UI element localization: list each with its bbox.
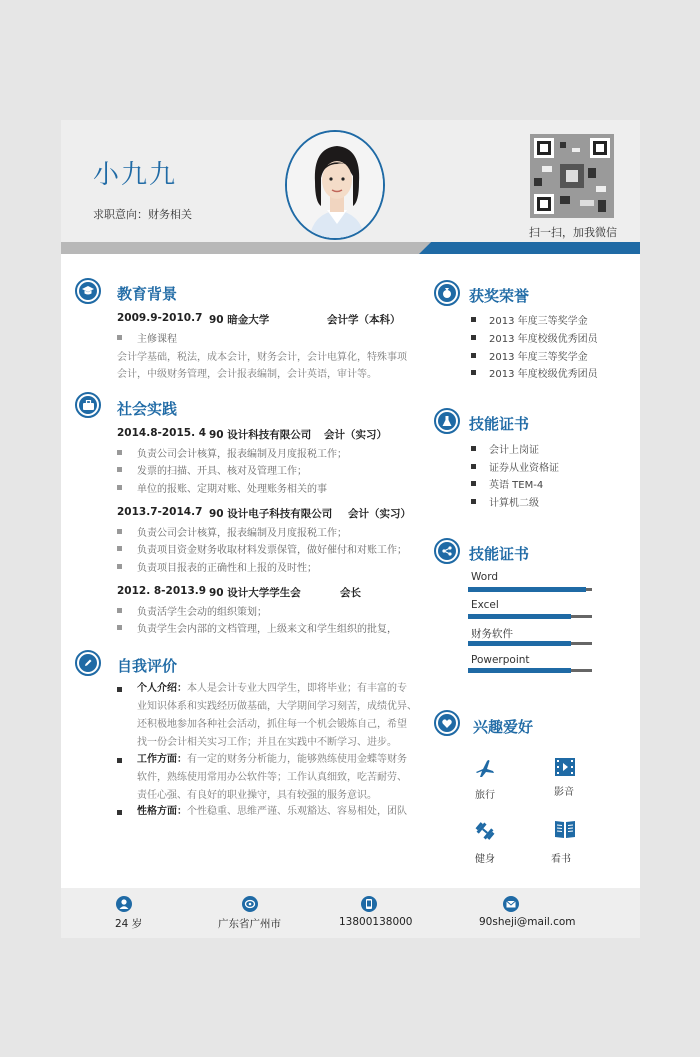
courses-line: 会计，中级财务管理，会计报表编制，会计英语，审计等。	[117, 369, 377, 380]
resume-page	[61, 120, 640, 938]
skill-bar	[468, 642, 592, 645]
skill-fill	[468, 587, 586, 592]
self-eval-line: 本人是会计专业大四学生，即将毕业；有丰富的专	[187, 683, 407, 694]
skill-fill	[468, 614, 571, 619]
self-eval-line: 软件，熟练使用常用办公软件等；工作认真细致，吃苦耐劳、	[137, 772, 407, 783]
self-eval-item	[117, 751, 417, 805]
list-item: 会计上岗证	[469, 441, 539, 456]
self-eval-item	[117, 803, 417, 821]
self-eval-line: 还积极地参加各种社会活动，抓住每一个机会锻炼自己，希望	[137, 719, 407, 730]
job-company: 90 设计大学学生会	[209, 587, 301, 599]
list-item: 2013 年度三等奖学金	[469, 348, 588, 363]
age: 24 岁	[115, 918, 143, 930]
list-item: 证券从业资格证	[469, 459, 559, 474]
self-eval-item	[117, 680, 417, 752]
list-item: 2013 年度校级优秀团员	[469, 365, 598, 380]
email-icon	[503, 896, 519, 912]
wechat-qr-code	[530, 134, 614, 218]
list-item: 负责项目资金财务收取材料发票保管，做好催付和对账工作；	[115, 541, 407, 556]
phone: 13800138000	[339, 916, 413, 928]
contact-footer	[61, 888, 640, 938]
qr-caption: 扫一扫，加我微信	[529, 226, 617, 239]
certs-title: 技能证书	[469, 415, 530, 433]
list-item: 英语 TEM-4	[469, 476, 543, 491]
hobby-label: 影音	[554, 787, 574, 798]
skill-label: 财务软件	[471, 628, 513, 640]
self-eval-line: 业知识体系和实践经历做基础，大学期间学习刻苦，成绩优异、	[137, 701, 417, 712]
list-item: 发票的扫描、开具、核对及管理工作；	[115, 462, 307, 477]
hobby-label: 健身	[475, 854, 495, 865]
job-role: 会计（实习）	[348, 508, 411, 520]
self-eval-label: 性格方面：	[137, 806, 187, 817]
list-item: 负责公司会计核算，报表编制及月度报税工作；	[115, 445, 347, 460]
education-title: 教育背景	[117, 285, 178, 303]
education-school: 90 暗金大学	[209, 314, 270, 326]
header-band-gray	[61, 242, 433, 254]
job-role: 会计（实习）	[324, 429, 387, 441]
skill-bar	[468, 669, 592, 672]
job-company: 90 设计科技有限公司	[209, 429, 312, 441]
location: 广东省广州市	[218, 918, 281, 930]
header-band-blue	[419, 242, 640, 254]
hobbies-title: 兴趣爱好	[473, 718, 534, 736]
courses-label: 主修课程	[115, 330, 177, 345]
list-item: 计算机二级	[469, 494, 539, 509]
self-eval-line: 个性稳重、思维严谨、乐观豁达、容易相处，团队	[187, 806, 407, 817]
list-item: 负责公司会计核算，报表编制及月度报税工作；	[115, 524, 347, 539]
job-intent: 求职意向：财务相关	[93, 208, 192, 221]
airplane-icon	[474, 758, 496, 780]
skill-fill	[468, 668, 571, 673]
edit-icon	[75, 650, 101, 676]
film-icon	[554, 757, 576, 779]
job-period: 2013.7-2014.7	[117, 506, 203, 518]
user-icon	[116, 896, 132, 912]
skill-label: Word	[471, 571, 498, 583]
list-item: 负责项目报表的正确性和上报的及时性；	[115, 559, 317, 574]
skills-title: 技能证书	[469, 545, 530, 563]
education-major: 会计学（本科）	[327, 314, 401, 326]
medal-icon	[434, 280, 460, 306]
list-item: 负责学生会内部的文档管理，上级来文和学生组织的批复，	[115, 620, 397, 635]
job-role: 会长	[340, 587, 361, 599]
phone-icon	[361, 896, 377, 912]
job-period: 2014.8-2015. 4	[117, 427, 207, 439]
share-icon	[434, 538, 460, 564]
hobby-label: 看书	[551, 854, 571, 865]
skill-label: Powerpoint	[471, 654, 530, 666]
email: 90sheji@mail.com	[479, 916, 576, 928]
skill-bar	[468, 588, 592, 591]
self-eval-title: 自我评价	[117, 657, 178, 675]
job-period: 2012. 8-2013.9	[117, 585, 207, 597]
job-company: 90 设计电子科技有限公司	[209, 508, 333, 520]
resume-header	[61, 120, 640, 242]
location-icon	[242, 896, 258, 912]
list-item: 2013 年度校级优秀团员	[469, 330, 598, 345]
candidate-name: 小九九	[93, 160, 178, 190]
courses-line: 会计学基础，税法，成本会计，财务会计，会计电算化，特殊事项	[117, 352, 407, 363]
list-item: 2013 年度三等奖学金	[469, 312, 588, 327]
awards-title: 获奖荣誉	[469, 287, 530, 305]
self-eval-label: 个人介绍：	[137, 683, 187, 694]
dumbbell-icon	[474, 820, 496, 842]
heart-icon	[434, 710, 460, 736]
list-item: 单位的报账、定期对账、处理账务相关的事	[115, 480, 327, 495]
education-period: 2009.9-2010.7	[117, 312, 203, 324]
self-eval-line: 有一定的财务分析能力，能够熟练使用金蝶等财务	[187, 754, 407, 765]
avatar	[285, 130, 385, 240]
hobby-label: 旅行	[475, 790, 495, 801]
self-eval-line: 责任心强、有良好的职业操守，具有较强的服务意识。	[137, 790, 377, 801]
skill-label: Excel	[471, 599, 499, 611]
graduation-cap-icon	[75, 278, 101, 304]
skill-bar	[468, 615, 592, 618]
skill-fill	[468, 641, 571, 646]
self-eval-line: 找一份会计相关实习工作；并且在实践中不断学习、进步。	[137, 737, 397, 748]
briefcase-icon	[75, 392, 101, 418]
flask-icon	[434, 408, 460, 434]
practice-title: 社会实践	[117, 400, 178, 418]
list-item: 负责活学生会动的组织策划；	[115, 603, 267, 618]
book-icon	[554, 818, 576, 840]
self-eval-label: 工作方面：	[137, 754, 187, 765]
